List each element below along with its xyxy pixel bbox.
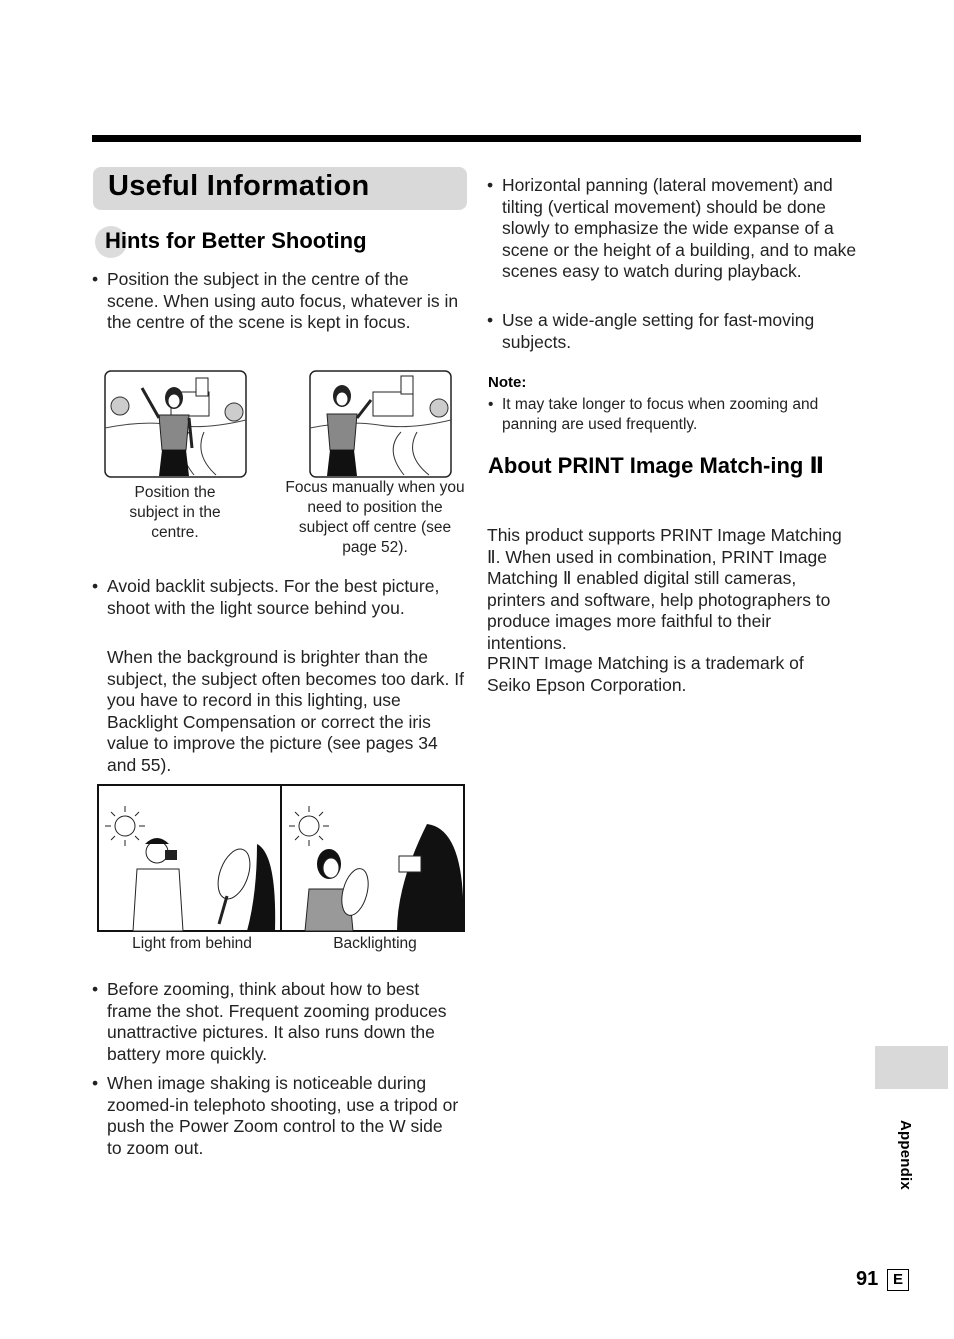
section-heading-print-image-matching: About PRINT Image Match-ing Ⅱ (488, 453, 824, 478)
bullet-text: Before zooming, think about how to best frame the shot. Frequent zooming produces unattractive pictures. It also runs down the battery more quickly. (107, 979, 447, 1064)
illustration-centered-subject (104, 370, 247, 478)
caption-light-from-behind: Light from behind (132, 935, 252, 952)
top-rule (92, 135, 861, 142)
note-bullet (488, 395, 848, 435)
bullet-dot: • (92, 269, 99, 289)
bullet-backlit (92, 576, 464, 619)
appendix-tab (875, 1046, 948, 1089)
page-number: 91 (856, 1268, 879, 1290)
illustration-backlighting (97, 784, 465, 932)
illustration-off-centre-subject (309, 370, 452, 478)
bullet-wide-angle (487, 310, 861, 353)
caption-off-centre: Focus manually when you need to position the subject off centre (see page 52). (285, 479, 465, 556)
bullet-dot: • (92, 576, 99, 596)
appendix-label: Appendix (897, 1120, 914, 1190)
section-heading-hints: Hints for Better Shooting (105, 228, 367, 253)
bullet-zooming (92, 979, 466, 1065)
bullet-text: Position the subject in the centre of the scene. When using auto focus, whatever is in the centre of the scene is kept in focus. (107, 269, 459, 332)
bullet-text: When image shaking is noticeable during zoomed-in telephoto shooting, use a tripod or push the Power Zoom control to the W side to zoom out. (107, 1073, 459, 1158)
note-heading: Note: (488, 374, 527, 391)
bullet-dot: • (92, 979, 99, 999)
bullet-center-subject (92, 269, 462, 334)
bullet-shaking (92, 1073, 462, 1159)
paragraph-backlit: When the background is brighter than the subject, the subject often becomes too dark. If you have to record in this lighting, use Backlight Compensation or correct the iris value to improve the picture (see pages 34 and 55). (107, 647, 465, 775)
caption-backlighting: Backlighting (333, 935, 417, 952)
bullet-dot: • (92, 1073, 99, 1093)
page-title: Useful Information (108, 170, 370, 202)
bullet-dot: • (488, 396, 494, 413)
bullet-text: Avoid backlit subjects. For the best picture, shoot with the light source behind you. (107, 576, 440, 618)
paragraph-print-image-matching: This product supports PRINT Image Matching Ⅱ. When used in combination, PRINT Image Matching Ⅱ enabled digital still cameras, printers and software, help photographers to produce images more faithful to their intentions. (487, 525, 842, 653)
bullet-panning (487, 175, 861, 283)
note-text: It may take longer to focus when zooming and panning are used frequently. (502, 396, 819, 433)
caption-centered: Position the subject in the centre. (129, 484, 221, 541)
bullet-dot: • (487, 175, 494, 195)
bullet-dot: • (487, 310, 494, 330)
bullet-text: Horizontal panning (lateral movement) and tilting (vertical movement) should be done slowly to emphasize the wide expanse of a scene or the height of a building, and to make scenes easy to watch during playback. (502, 175, 857, 281)
paragraph-trademark: PRINT Image Matching is a trademark of Seiko Epson Corporation. (487, 653, 804, 695)
bullet-text: Use a wide-angle setting for fast-moving subjects. (502, 310, 815, 352)
language-mark: E (887, 1269, 909, 1291)
